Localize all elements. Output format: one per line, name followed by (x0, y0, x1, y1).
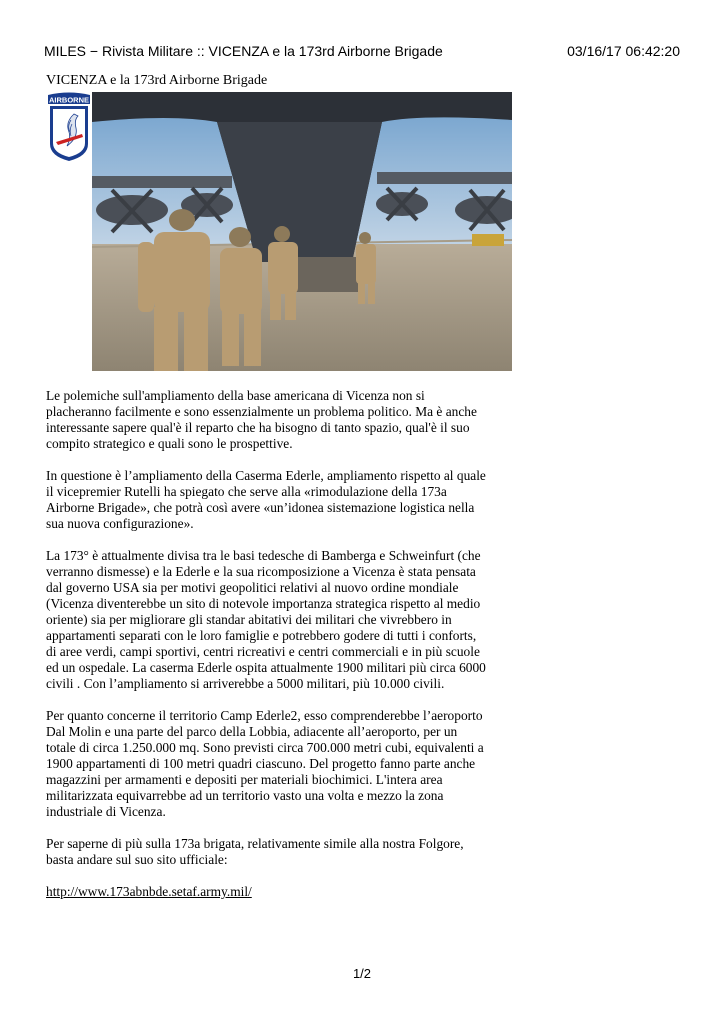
article-body (46, 388, 486, 916)
header-title: MILES − Rivista Militare :: VICENZA e la 173rd Airborne Brigade (44, 43, 443, 59)
paragraph: Per quanto concerne il territorio Camp Ederle2, esso comprenderebbe l’aeroporto Dal Molin e una parte del parco della Lobbia, adiacente all’aeroporto, per un totale di circa 1.250.000 mq. Sono previsti circa 700.000 metri cubi, equivalenti a 1900 appartamenti di 100 metri quadri ciascuno. Del progetto fanno parte anche magazzini per armamenti e depositi per materiali biochimici. L'intera area militarizzata equivarrebbe ad un territorio vasto una volta e mezzo la zona industriale di Vicenza. (46, 708, 484, 819)
header-timestamp: 03/16/17 06:42:20 (567, 43, 680, 59)
article-photo (92, 92, 512, 371)
paragraph: Le polemiche sull'ampliamento della base americana di Vicenza non si placheranno facilmente e sono essenzialmente un problema politico. Ma è anche interessante sapere qual'è il reparto che ha bisogno di tanto spazio, qual'è il suo compito strategico e quali sono le prospettive. (46, 388, 477, 451)
svg-text:AIRBORNE: AIRBORNE (48, 95, 90, 105)
page-number: 1/2 (352, 966, 372, 981)
paragraph: Per saperne di più sulla 173a brigata, relativamente simile alla nostra Folgore, basta andare sul suo sito ufficiale: (46, 836, 464, 867)
official-site-link[interactable]: http://www.173abnbde.setaf.army.mil/ (46, 884, 252, 899)
paragraph: La 173° è attualmente divisa tra le basi tedesche di Bamberga e Schweinfurt (che verranno dismesse) e la Ederle e la sua ricomposizione a Vicenza è stata pensata dal governo USA sia per motivi geopolitici relativi al nuovo ordine mondiale (Vicenza diventerebbe un sito di notevole importanza strategica rispetto al medio oriente) sia per migliorare gli standar abitativi dei militari che vivrebbero in appartamenti separati con le loro famiglie e potrebbero godere di tutti i conforts, di aree verdi, campi sportivi, centri ricreativi e centri commerciali e in più scuole ed un ospedale. La caserma Ederle ospita attualmente 1900 militari più circa 6000 civili . Con l’ampliamento si arriverebbe a 5000 militari, più 10.000 civili. (46, 548, 486, 691)
airborne-badge-logo (46, 92, 92, 162)
paragraph: In questione è l’ampliamento della Caserma Ederle, ampliamento rispetto al quale il vicepremier Rutelli ha spiegato che serve alla «rimodulazione della 173a Airborne Brigade», che potrà così avere «un’idonea sistemazione logistica nella sua nuova configurazione». (46, 468, 486, 531)
article-title: VICENZA e la 173rd Airborne Brigade (46, 73, 268, 88)
